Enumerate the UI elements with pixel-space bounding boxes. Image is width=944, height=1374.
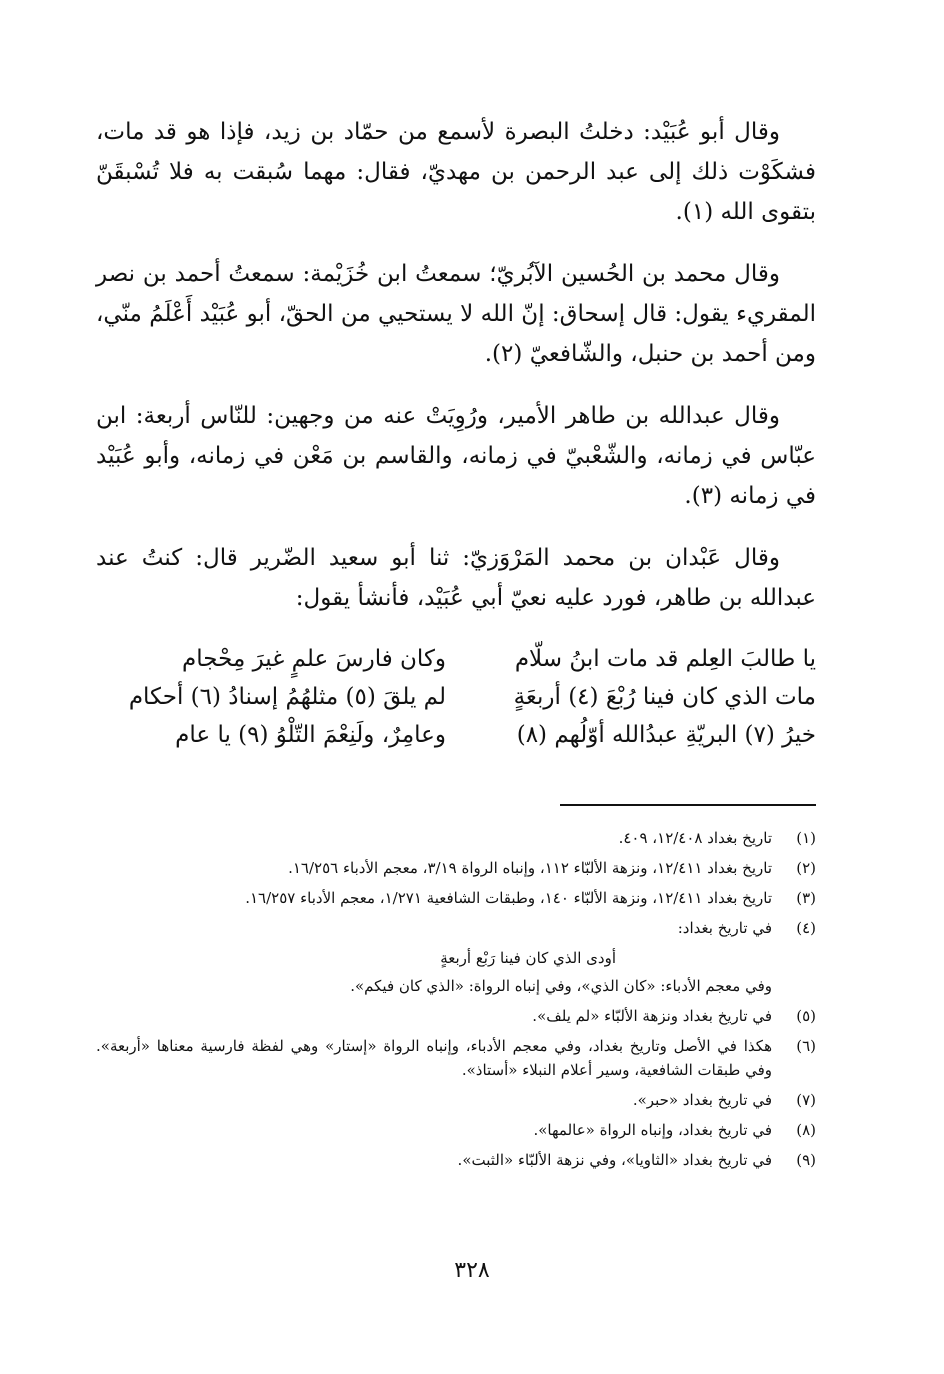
footnote [96,1034,816,1082]
footnote [96,1118,816,1142]
footnote [96,886,816,910]
footnote-text: تاريخ بغداد ١٢/٤١١، ونزهة الألبّاء ١٤٠، وطبقات الشافعية ١/٢٧١، معجم الأدباء ١٦/٢٥٧. [245,889,772,907]
verse-second-hemistich: وعامِرٌ، ولَنِعْمَ التّلْوُ (٩) يا عام [175,722,446,748]
footnote-text: هكذا في الأصل وتاريخ بغداد، وفي معجم الأدباء، وإنباه الرواة «إستار» وهي لفظة فارسية معناها «أربعة». وفي طبقات الشافعية، وسير أعلام النبلاء «أستاذ». [96,1037,772,1079]
paragraph-1: وقال أبو عُبَيْد: دخلتُ البصرة لأسمع من حمّاد بن زيد، فإذا هو قد مات، فشكَوْت ذلك إلى عبد الرحمن بن مهديّ، فقال: مهما سُبقت به فلا تُسْبقَنّ بتقوى الله (١). [96,119,816,225]
paragraph-4: وقال عَبْدان بن محمد المَرْوَزيّ: ثنا أبو سعيد الضّرير قال: كنتُ عند عبدالله بن طاهر، فورد عليه نعيّ أبي عُبَيْد، فأنشأ يقول: [96,545,816,611]
main-text [96,112,816,754]
poem-verse [96,678,816,716]
footnote [96,1004,816,1028]
footnote-number: (٨) [796,1121,816,1139]
poem [96,640,816,754]
footnote [96,1148,816,1172]
footnote-separator [560,804,816,806]
footnote-text: في تاريخ بغداد ونزهة الألبّاء «لم يلف». [532,1007,772,1025]
poem-verse [96,716,816,754]
verse-first-hemistich: يا طالبَ العِلم قد مات ابنُ سلّام [514,646,816,672]
footnote [96,826,816,850]
footnote-number: (١) [796,829,816,847]
footnote-number: (٣) [796,889,816,907]
page-number: ٣٢٨ [454,1258,490,1283]
verse-first-hemistich: مات الذي كان فينا رُبْعَ (٤) أربعَةٍ [513,684,816,710]
footnotes [96,826,816,1178]
footnote-text: في تاريخ بغداد «الثاويا»، وفي نزهة الألبّاء «الثبت». [457,1151,772,1169]
footnote-number: (٤) [796,919,816,937]
footnote-text: تاريخ بغداد ١٢/٤٠٨، ٤٠٩. [618,829,772,847]
footnote-number: (٩) [796,1151,816,1169]
footnote-number: (٧) [796,1091,816,1109]
paragraph-3: وقال عبدالله بن طاهر الأمير، ورُوِيَتْ عنه من وجهين: للنّاس أربعة: ابن عبّاس في زمانه، والشّعْبيّ في زمانه، والقاسم بن مَعْن في زمانه، وأبو عُبَيْد في زمانه (٣). [96,403,816,509]
footnote [96,856,816,880]
verse-second-hemistich: لم يلقَ (٥) مثلهُمُ إسنادُ (٦) أحكام [128,684,446,710]
footnote-number: (٢) [796,859,816,877]
footnote-text: في تاريخ بغداد «حبر». [632,1091,772,1109]
footnote-text: في تاريخ بغداد: [677,919,772,937]
footnote-number: (٥) [796,1007,816,1025]
footnote-number: (٦) [796,1037,816,1055]
footnote-text: تاريخ بغداد ١٢/٤١١، ونزهة الألبّاء ١١٢، وإنباه الرواة ٣/١٩، معجم الأدباء ١٦/٢٥٦. [288,859,772,877]
paragraph-2: وقال محمد بن الحُسين الآبُريّ؛ سمعتُ ابن خُزَيْمة: سمعتُ أحمد بن نصر المقريء يقول: قال إسحاق: إنّ الله لا يستحيي من الحقّ، أبو عُبَيْد أَعْلَمُ منّي، ومن أحمد بن حنبل، والشّافعيّ (٢). [96,261,816,367]
footnote [96,1088,816,1112]
verse-second-hemistich: وكان فارسَ علمٍ غيرَ مِحْجام [182,646,446,672]
footnote-text: في تاريخ بغداد، وإنباه الرواة «عالمها». [533,1121,772,1139]
footnote [96,916,816,940]
footnote-extra: وفي معجم الأدباء: «كان الذي»، وفي إنباه الرواة: «الذي كان فيكم». [350,977,772,995]
poem-verse [96,640,816,678]
verse-first-hemistich: خيرُ (٧) البريّةِ عبدُالله أوّلُهم (٨) [516,722,816,748]
footnote-verse: أودى الذي كان فينا رَبْع أربعةٍ [440,949,616,967]
